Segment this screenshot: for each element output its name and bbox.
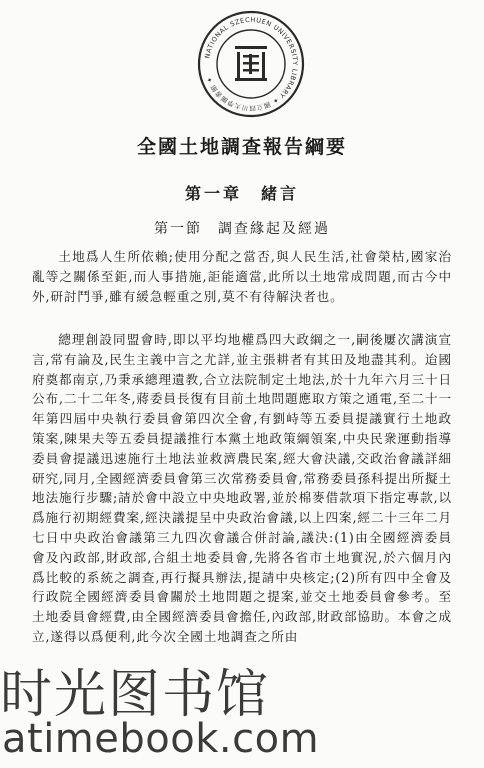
paragraph-2 xyxy=(32,330,452,647)
paragraph-1 xyxy=(32,247,452,306)
paragraph-1-text: 土地爲人生所依賴;使用分配之當否,與人民生活,社會榮枯,國家治亂等之關係至鉅,而人事措施,詎能適當,此所以土地常成問題,而古今中外,研討鬥爭,雖有緩急輕重之別,莫不有待解決者也。 xyxy=(32,249,452,304)
paragraph-2-text: 總理創設同盟會時,即以平均地權爲四大政綱之一,嗣後屢次講演宣言,常有論及,民生主義中言之尤詳,並主張耕者有其田及地盡其利。迨國府奠都南京,乃秉承總理遺教,合立法院制定土地法,於十九年六月三十日公布,二十二年冬,蔣委員長復有目前土地問題應取方策之通電,至二十一年第四屆中央執行委員會第四次全會,有劉峙等五委員提議實行土地政策案,陳果夫等五委員提議推行本黨土地政策綱領案,中央民衆運動指導委員會提議迅速施行土地法並救濟農民案,經大會決議,交政治會議詳細研究,同月,全國經濟委員會第三次常務委員會,常務委員孫科提出所擬土地法施行步驟;請於會中設立中央地政署,並於棉麥借款項下指定專款,以爲施行初期經費案,經決議提呈中央政治會議,以上四案,經二十三年二月七日中央政治會議第三九四次會議合併討論,議決:(1)由全國經濟委員會及內政部,財政部,合組土地委員會,先將各省市土地實況,於六個月內爲比較的系統之調查,再行擬具辦法,提請中央核定;(2)所有四中全會及行政院全國經濟委員會關於土地問題之提案,並交土地委員會參考。至土地委員會經費,由全國經濟委員會擔任,內政部,財政部協助。本會之成立,遂得以爲便利,此今次全國土地調查之所由 xyxy=(32,332,452,644)
chapter-heading: 第一章 緒言 xyxy=(184,184,299,203)
svg-text:NATIONAL SZECHUEN UNIVERSITY L: NATIONAL SZECHUEN UNIVERSITY LIBRARY ✦ 國立四川大學圖書館 ✦ xyxy=(203,15,300,113)
watermark-chinese: 时光图书馆 xyxy=(0,665,271,725)
section-heading: 第一節 調查緣起及經過 xyxy=(154,221,330,237)
document-title: 全國土地調查報告綱要 xyxy=(136,136,347,158)
library-seal xyxy=(197,10,305,118)
watermark-url: atimebook.com xyxy=(2,716,320,762)
